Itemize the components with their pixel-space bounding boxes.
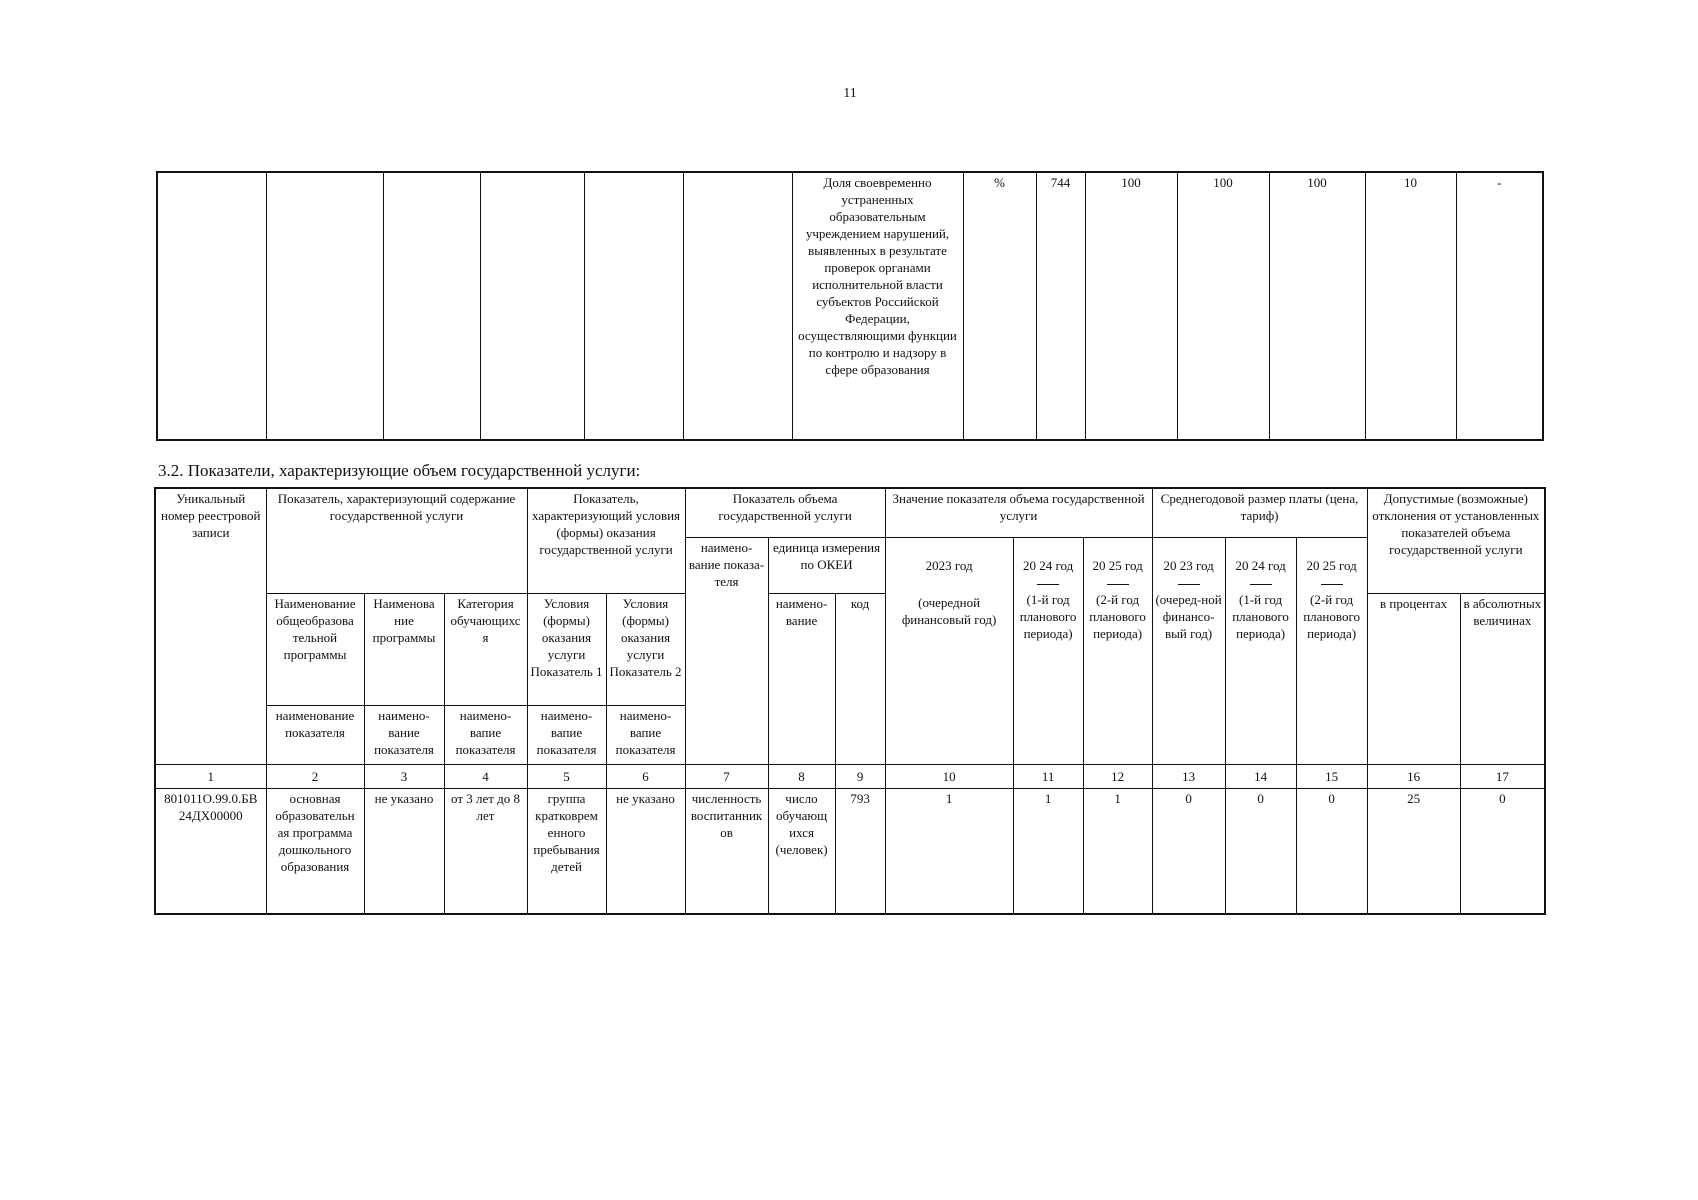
column-number: 10	[885, 764, 1013, 788]
table-row	[155, 788, 1545, 914]
deviation-percent: 10	[1365, 172, 1456, 440]
empty-cell	[383, 172, 480, 440]
condition-1: группа кратковрем енного пребывания детей	[527, 788, 606, 914]
value-2024: 100	[1177, 172, 1269, 440]
header-indicator-name: наимено-вапие показателя	[444, 705, 527, 764]
column-number: 14	[1225, 764, 1296, 788]
indicator-name: численность воспитанник ов	[685, 788, 768, 914]
header-fee-2025	[1296, 537, 1367, 764]
volume-indicators-table	[154, 487, 1546, 915]
value-2024: 1	[1013, 788, 1083, 914]
fee-2023-label: 20 23 год	[1163, 557, 1214, 573]
column-number: 12	[1083, 764, 1152, 788]
year-2025-label: 20 25 год	[1092, 557, 1143, 573]
header-program-name: Наименова ние программы	[364, 593, 444, 705]
empty-cell	[480, 172, 584, 440]
unit-name: число обучающ ихся (человек)	[768, 788, 835, 914]
year-underline	[1178, 583, 1200, 585]
column-number: 5	[527, 764, 606, 788]
empty-cell	[266, 172, 383, 440]
column-number: 13	[1152, 764, 1225, 788]
year-2025-note: (2-й год планового периода)	[1089, 591, 1146, 641]
header-volume-name: наимено-вание показа-теля	[685, 537, 768, 764]
column-number: 9	[835, 764, 885, 788]
header-row-1	[155, 488, 1545, 537]
student-category: от 3 лет до 8 лет	[444, 788, 527, 914]
deviation-percent: 25	[1367, 788, 1460, 914]
header-average-fee: Среднегодовой размер платы (цена, тариф)	[1152, 488, 1367, 537]
header-fee-2023	[1152, 537, 1225, 764]
header-year-2023	[885, 537, 1013, 764]
column-number: 6	[606, 764, 685, 788]
value-2023: 1	[885, 788, 1013, 914]
header-unit-name: наимено-вание	[768, 593, 835, 764]
program-type: основная образовательн ая программа дошкольного образования	[266, 788, 364, 914]
column-number: 8	[768, 764, 835, 788]
header-indicator-name: наимено-вание показателя	[364, 705, 444, 764]
fee-2024: 0	[1225, 788, 1296, 914]
header-fee-2024	[1225, 537, 1296, 764]
year-underline	[1107, 583, 1129, 585]
column-number: 4	[444, 764, 527, 788]
fee-2023: 0	[1152, 788, 1225, 914]
program-name: не указано	[364, 788, 444, 914]
fee-2025-label: 20 25 год	[1306, 557, 1357, 573]
year-2024-label: 20 24 год	[1022, 557, 1074, 573]
deviation-absolute: 0	[1460, 788, 1545, 914]
column-number: 1	[155, 764, 266, 788]
header-deviation: Допустимые (возможные) отклонения от установленных показателей объема государственной услуги	[1367, 488, 1545, 593]
header-okei-unit: единица измерения по ОКЕИ	[768, 537, 885, 593]
column-number: 7	[685, 764, 768, 788]
unit-code: 793	[835, 788, 885, 914]
fee-2025: 0	[1296, 788, 1367, 914]
header-volume-indicator: Показатель объема государственной услуги	[685, 488, 885, 537]
fee-2024-label: 20 24 год	[1235, 557, 1286, 573]
year-underline	[1250, 583, 1272, 585]
header-volume-value: Значение показателя объема государственной услуги	[885, 488, 1152, 537]
header-condition-1: Условия (формы) оказания услуги Показатель 1	[527, 593, 606, 705]
column-number: 17	[1460, 764, 1545, 788]
indicator-unit: %	[963, 172, 1036, 440]
header-condition-2: Условия (формы) оказания услуги Показатель 2	[606, 593, 685, 705]
column-number: 3	[364, 764, 444, 788]
header-indicator-name: наимено-вапие показателя	[606, 705, 685, 764]
year-2023-note: (очередной финансовый год)	[901, 594, 997, 627]
value-2025: 100	[1269, 172, 1365, 440]
indicator-name: Доля своевременно устраненных образовательным учреждением нарушений, выявленных в результате проверок органами исполнительной власти субъектов Российской Федерации, осуществляющими функции по контролю и надзору в сфере образования	[792, 172, 963, 440]
section-title: 3.2. Показатели, характеризующие объем государственной услуги:	[158, 461, 641, 480]
value-2023: 100	[1085, 172, 1177, 440]
column-number: 16	[1367, 764, 1460, 788]
year-2023-label: 2023 год	[925, 557, 973, 573]
header-program-type: Наименование общеобразова тельной программы	[266, 593, 364, 705]
deviation-absolute: -	[1456, 172, 1543, 440]
column-number: 2	[266, 764, 364, 788]
header-indicator-name: наимено-вапие показателя	[527, 705, 606, 764]
year-underline	[1037, 583, 1059, 585]
header-indicator-name: наименование показателя	[266, 705, 364, 764]
column-numbers-row	[155, 764, 1545, 788]
fee-2023-note: (очеред-ной финансо-вый год)	[1155, 591, 1222, 641]
empty-cell	[584, 172, 683, 440]
okei-code: 744	[1036, 172, 1085, 440]
header-content-indicator: Показатель, характеризующий содержание государственной услуги	[266, 488, 527, 593]
column-number: 15	[1296, 764, 1367, 788]
condition-2: не указано	[606, 788, 685, 914]
empty-cell	[157, 172, 266, 440]
page-number: 11	[843, 86, 857, 101]
value-2025: 1	[1083, 788, 1152, 914]
empty-cell	[683, 172, 792, 440]
registry-code: 801011О.99.0.БВ 24ДХ00000	[155, 788, 266, 914]
header-deviation-absolute: в абсолютных величинах	[1460, 593, 1545, 764]
header-deviation-percent: в процентах	[1367, 593, 1460, 764]
column-number: 11	[1013, 764, 1083, 788]
fee-2025-note: (2-й год планового периода)	[1303, 591, 1360, 641]
indicator-table-continuation	[156, 171, 1544, 441]
header-year-2024	[1013, 537, 1083, 764]
header-conditions-indicator: Показатель, характеризующий условия (формы) оказания государственной услуги	[527, 488, 685, 593]
header-unique-number: Уникальный номер реестровой записи	[155, 488, 266, 764]
header-unit-code: код	[835, 593, 885, 764]
header-year-2025	[1083, 537, 1152, 764]
table-row	[157, 172, 1543, 440]
fee-2024-note: (1-й год планового периода)	[1232, 591, 1289, 641]
year-underline	[1321, 583, 1343, 585]
header-student-category: Категория обучающихс я	[444, 593, 527, 705]
year-2024-note: (1-й год планового периода)	[1019, 591, 1077, 641]
